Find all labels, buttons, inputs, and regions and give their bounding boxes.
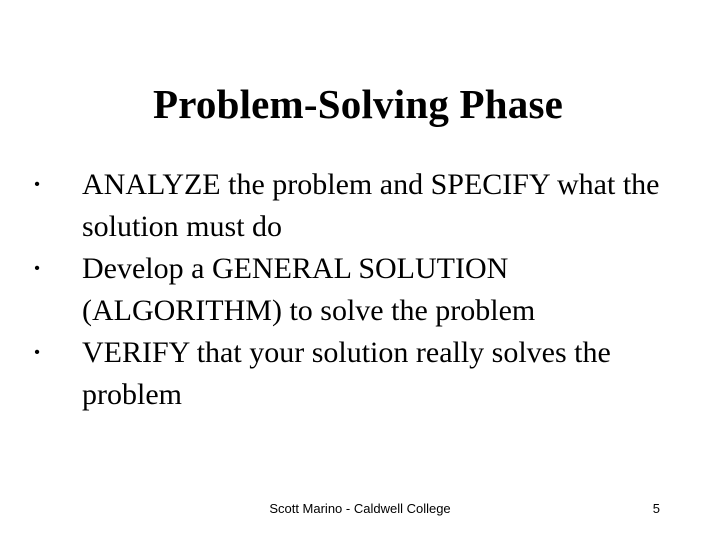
bullet-text: VERIFY that your solution really solves the problem bbox=[82, 336, 611, 411]
slide-number: 5 bbox=[652, 501, 660, 516]
bullet-text: Develop a GENERAL SOLUTION (ALGORITHM) to solve the problem bbox=[82, 252, 536, 327]
bullet-icon: • bbox=[34, 260, 40, 277]
bullet-icon: • bbox=[34, 176, 40, 193]
bullet-list bbox=[0, 164, 720, 416]
bullet-item-analyze bbox=[0, 164, 720, 248]
bullet-icon: • bbox=[34, 344, 40, 361]
bullet-text: ANALYZE the problem and SPECIFY what the solution must do bbox=[82, 168, 660, 243]
bullet-item-verify bbox=[0, 332, 720, 416]
slide-title: Problem-Solving Phase bbox=[152, 81, 564, 127]
bullet-item-develop bbox=[0, 248, 720, 332]
slide-footer: Scott Marino - Caldwell College bbox=[269, 501, 451, 516]
